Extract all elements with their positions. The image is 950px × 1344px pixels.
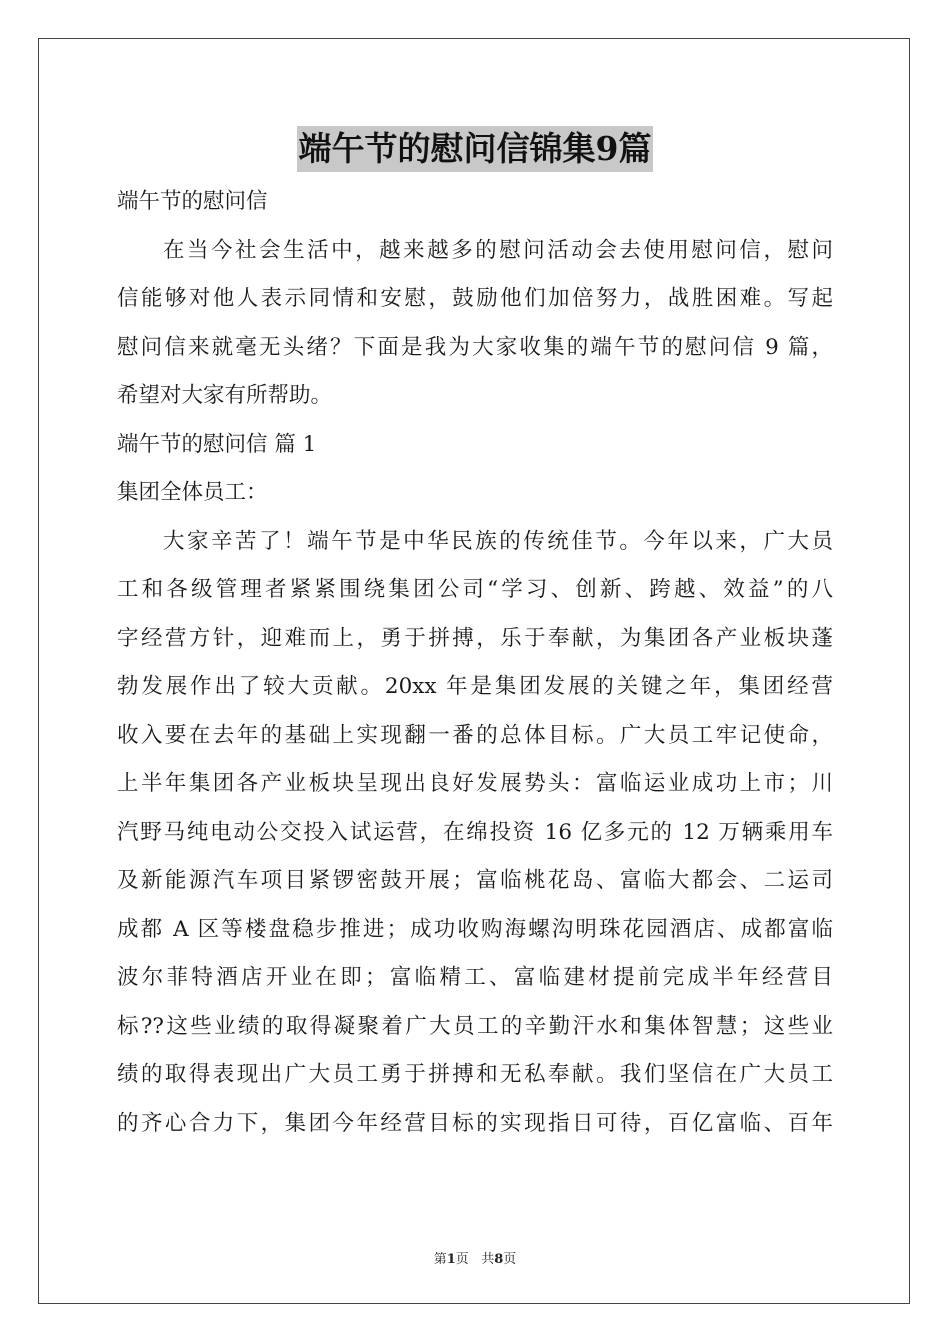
text-line-16: 成都 A 区等楼盘稳步推进；成功收购海螺沟明珠花园酒店、成都富临 <box>117 916 833 942</box>
document-title: 端午节的慰问信锦集9篇 <box>297 126 654 172</box>
text-line-17: 波尔菲特酒店开业在即；富临精工、富临建材提前完成半年经营目 <box>117 965 833 990</box>
text-line-1: 端午节的慰问信 <box>117 189 268 214</box>
title-container <box>0 126 950 172</box>
footer-page-prefix: 第 <box>433 1252 447 1267</box>
document-body <box>117 178 833 1148</box>
text-line-2: 在当今社会生活中，越来越多的慰问活动会去使用慰问信，慰问 <box>163 237 833 263</box>
text-line-5: 希望对大家有所帮助。 <box>117 383 333 408</box>
text-line-13: 上半年集团各产业板块呈现出良好发展势头：富临运业成功上市；川 <box>117 771 833 796</box>
footer-page-current: 1 <box>446 1252 456 1267</box>
footer-total-prefix: 共 <box>481 1252 495 1267</box>
page-footer <box>0 1248 950 1267</box>
text-line-6: 端午节的慰问信 篇 1 <box>117 431 317 457</box>
text-line-3: 信能够对他人表示同情和安慰，鼓励他们加倍努力，战胜困难。写起 <box>117 286 833 311</box>
footer-page-total: 8 <box>494 1252 504 1267</box>
text-line-8: 大家辛苦了！端午节是中华民族的传统佳节。今年以来，广大员 <box>163 528 833 554</box>
text-line-4: 慰问信来就毫无头绪？下面是我为大家收集的端午节的慰问信 9 篇， <box>117 334 833 360</box>
text-line-12: 收入要在去年的基础上实现翻一番的总体目标。广大员工牢记使命， <box>117 722 833 748</box>
text-line-7: 集团全体员工： <box>117 480 268 505</box>
text-line-11: 勃发展作出了较大贡献。20xx 年是集团发展的关键之年，集团经营 <box>117 674 833 699</box>
text-line-9: 工和各级管理者紧紧围绕集团公司“学习、创新、跨越、效益”的八 <box>117 577 833 602</box>
text-line-18: 标??这些业绩的取得凝聚着广大员工的辛勤汗水和集体智慧；这些业 <box>117 1013 833 1039</box>
text-line-15: 及新能源汽车项目紧锣密鼓开展；富临桃花岛、富临大都会、二运司 <box>117 868 833 893</box>
text-line-14: 汽野马纯电动公交投入试运营，在绵投资 16 亿多元的 12 万辆乘用车 <box>117 819 833 845</box>
text-line-20: 的齐心合力下，集团今年经营目标的实现指日可待，百亿富临、百年 <box>117 1110 833 1136</box>
footer-page-unit: 页 <box>455 1252 469 1267</box>
text-line-19: 绩的取得表现出广大员工勇于拼搏和无私奉献。我们坚信在广大员工 <box>117 1062 833 1087</box>
footer-total-unit: 页 <box>503 1252 517 1267</box>
text-line-10: 字经营方针，迎难而上，勇于拼搏，乐于奉献，为集团各产业板块蓬 <box>117 625 833 651</box>
